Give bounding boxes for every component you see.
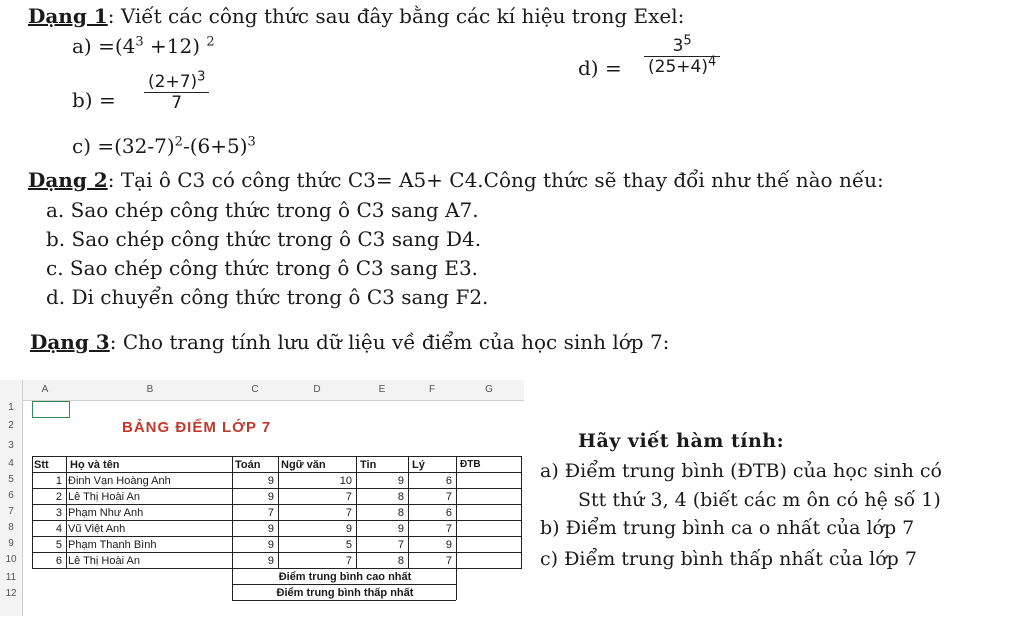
dang2-line (28, 168, 884, 192)
row-header-11[interactable]: 11 (5, 572, 17, 583)
formula-d-num: 3 (672, 36, 684, 56)
row-header-5[interactable]: 5 (8, 474, 14, 485)
cell-name[interactable]: Lê Thị Hoài An (68, 555, 140, 567)
cell-name[interactable]: Vũ Việt Anh (68, 523, 126, 535)
sheet-title: BẢNG ĐIỂM LỚP 7 (122, 419, 272, 436)
formula-c-prefix: c) =(32-7) (72, 134, 175, 158)
row-header-4[interactable]: 4 (8, 458, 14, 469)
row-header-8[interactable]: 8 (8, 522, 14, 533)
header-name: Họ và tên (70, 459, 120, 471)
formula-a-exp2: 2 (206, 34, 215, 50)
dang2-item: b. Sao chép công thức trong ô C3 sang D4. (46, 227, 482, 251)
cell-ly[interactable]: 9 (445, 539, 452, 551)
dang2-label: Dạng 2 (28, 168, 108, 192)
row-header-7[interactable]: 7 (8, 506, 14, 517)
cell-ngu-van[interactable]: 7 (345, 555, 352, 567)
cell-toan[interactable]: 9 (267, 491, 274, 503)
task-a-line2: Stt thứ 3, 4 (biết các m ôn có hệ số 1) (578, 489, 941, 511)
cell-stt[interactable]: 3 (55, 507, 62, 519)
cell-ngu-van[interactable]: 9 (345, 523, 352, 535)
header-tin: Tin (360, 459, 377, 471)
column-header-b[interactable]: B (146, 384, 154, 395)
cell-ngu-van[interactable]: 7 (345, 491, 352, 503)
row-header-2[interactable]: 2 (8, 420, 14, 431)
row-header-12[interactable]: 12 (5, 588, 17, 599)
formula-d-fraction (644, 33, 720, 77)
formula-d-denominator (644, 54, 720, 77)
dang3-line (30, 330, 669, 354)
task-heading: Hãy viết hàm tính: (578, 430, 785, 452)
header-toan: Toán (235, 459, 261, 471)
formula-c (72, 134, 256, 158)
score-spreadsheet (0, 380, 524, 616)
formula-b-prefix: b) = (72, 88, 116, 112)
row-header-9[interactable]: 9 (8, 538, 14, 549)
dang2-text: : Tại ô C3 có công thức C3= A5+ C4.Công thức sẽ thay đổi như thế nào nếu: (107, 168, 884, 192)
cell-ly[interactable]: 6 (445, 475, 452, 487)
dang2-item: a. Sao chép công thức trong ô C3 sang A7. (46, 198, 479, 222)
row-header-6[interactable]: 6 (8, 490, 14, 501)
column-header-f[interactable]: F (428, 384, 436, 395)
dang1-text: : Viết các công thức sau đây bằng các kí hiệu trong Exel: (107, 4, 685, 28)
formula-b-numerator (144, 69, 209, 93)
cell-stt[interactable]: 4 (55, 523, 62, 535)
cell-tin[interactable]: 9 (397, 475, 404, 487)
task-c: c) Điểm trung bình thấp nhất của lớp 7 (540, 548, 917, 570)
cell-name[interactable]: Phạm Như Anh (68, 507, 144, 519)
table-border (32, 456, 33, 568)
dang1-label: Dạng 1 (28, 4, 108, 28)
formula-b-num: (2+7) (148, 72, 198, 92)
column-header-d[interactable]: D (313, 384, 321, 395)
row-header-1[interactable]: 1 (8, 402, 14, 413)
dang3-text: : Cho trang tính lưu dữ liệu về điểm của học sinh lớp 7: (109, 330, 670, 354)
formula-b-num-exp: 3 (197, 69, 206, 85)
cell-toan[interactable]: 9 (267, 555, 274, 567)
table-border (66, 456, 67, 568)
row-header-10[interactable]: 10 (5, 554, 17, 565)
header-ngu-van: Ngữ văn (281, 459, 326, 471)
table-border (456, 456, 457, 600)
min-average-label: Điểm trung bình thấp nhất (276, 587, 414, 599)
cell-ngu-van[interactable]: 10 (339, 475, 352, 487)
row-header-3[interactable]: 3 (8, 440, 14, 451)
dang3-label: Dạng 3 (30, 330, 110, 354)
cell-stt[interactable]: 1 (55, 475, 62, 487)
cell-ly[interactable]: 7 (445, 555, 452, 567)
formula-a-exp1: 3 (135, 34, 144, 50)
cell-tin[interactable]: 8 (397, 507, 404, 519)
header-ly: Lý (412, 459, 425, 471)
dang2-item: d. Di chuyển công thức trong ô C3 sang F2. (46, 285, 489, 309)
dang1-line (28, 4, 684, 28)
cell-toan[interactable]: 9 (267, 475, 274, 487)
formula-d-prefix: d) = (578, 56, 622, 80)
cell-name[interactable]: Lê Thị Hoài An (68, 491, 140, 503)
formula-c-mid: -(6+5) (182, 134, 248, 158)
formula-a-mid: +12) (143, 34, 207, 58)
cell-stt[interactable]: 2 (55, 491, 62, 503)
formula-a-prefix: a) =(4 (72, 34, 136, 58)
cell-tin[interactable]: 9 (397, 523, 404, 535)
formula-c-exp1: 2 (174, 134, 183, 150)
formula-b-fraction (144, 69, 209, 113)
cell-tin[interactable]: 8 (397, 555, 404, 567)
header-stt: Stt (34, 459, 49, 471)
formula-d-den-exp: 4 (707, 54, 717, 70)
cell-ngu-van[interactable]: 7 (345, 507, 352, 519)
dang2-item: c. Sao chép công thức trong ô C3 sang E3. (46, 256, 479, 280)
column-header-e[interactable]: E (378, 384, 386, 395)
cell-toan[interactable]: 9 (267, 539, 274, 551)
cell-ngu-van[interactable]: 5 (345, 539, 352, 551)
cell-ly[interactable]: 7 (445, 491, 452, 503)
selected-cell-a1[interactable] (32, 401, 70, 418)
cell-stt[interactable]: 5 (55, 539, 62, 551)
cell-toan[interactable]: 7 (267, 507, 274, 519)
cell-ly[interactable]: 6 (445, 507, 452, 519)
table-border (521, 456, 522, 568)
formula-b-denominator: 7 (171, 93, 183, 113)
column-header-g[interactable]: G (485, 384, 493, 395)
column-header-a[interactable]: A (41, 384, 49, 395)
column-header-c[interactable]: C (251, 384, 259, 395)
formula-d-num-exp: 5 (683, 33, 692, 49)
task-a-line1: a) Điểm trung bình (ĐTB) của học sinh có (540, 460, 942, 482)
max-average-label: Điểm trung bình cao nhất (278, 571, 412, 583)
formula-a (72, 34, 215, 58)
cell-name[interactable]: Đinh Vạn Hoàng Anh (68, 475, 171, 487)
cell-toan[interactable]: 9 (267, 523, 274, 535)
cell-stt[interactable]: 6 (55, 555, 62, 567)
cell-ly[interactable]: 7 (445, 523, 452, 535)
cell-tin[interactable]: 7 (397, 539, 404, 551)
header-dtb: ĐTB (460, 459, 481, 470)
formula-c-exp2: 3 (247, 134, 256, 150)
formula-d-den: (25+4) (648, 57, 708, 77)
cell-tin[interactable]: 8 (397, 491, 404, 503)
cell-name[interactable]: Phạm Thanh Bình (68, 539, 157, 551)
task-b: b) Điểm trung bình ca o nhất của lớp 7 (540, 517, 915, 539)
